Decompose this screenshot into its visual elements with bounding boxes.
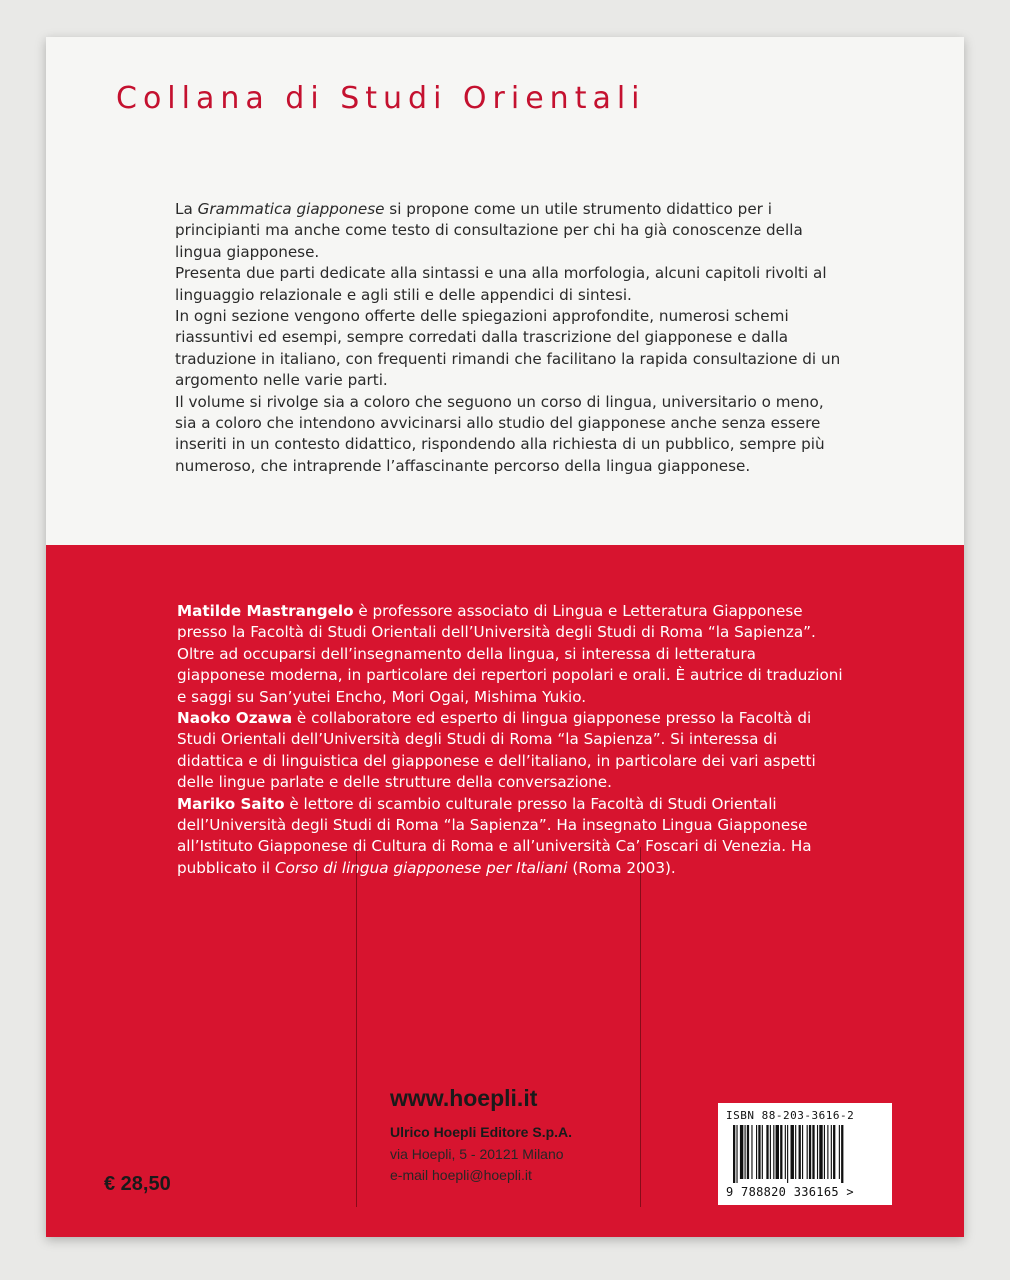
author-bio: [177, 601, 847, 708]
isbn-number: ISBN 88-203-3616-2: [726, 1109, 855, 1122]
ean-digits: 9 788820 336165 >: [726, 1185, 854, 1199]
author-name: Mariko Saito: [177, 794, 285, 813]
author-bio-text: è lettore di scambio culturale presso la Facoltà di Studi Orientali dell’Università degli Studi di Roma “la Sapienza”. Ha insegnato Lingua Giapponese all’Istituto Giapponese di Cultura di Roma e all’università Ca’ Foscari di Venezia. Ha pubblicato il: [177, 794, 812, 877]
book-title-italic: Grammatica giapponese: [197, 200, 385, 218]
author-name: Matilde Mastrangelo: [177, 602, 354, 620]
barcode-icon: [730, 1125, 880, 1183]
publisher-name: Ulrico Hoepli Editore S.p.A.: [390, 1124, 573, 1140]
description-paragraph-2: Presenta due parti dedicate alla sintassi e una alla morfologia, alcuni capitoli rivolti al linguaggio relazionale e agli stili e delle appendici di sintesi.: [175, 264, 827, 304]
book-description: [175, 199, 845, 477]
author-bios: [177, 601, 847, 879]
book-back-cover: [46, 37, 964, 1237]
author-bio: [177, 708, 847, 794]
barcode-label: [718, 1103, 892, 1205]
author-bio-text: è professore associato di Lingua e Letteratura Giapponese presso la Facoltà di Studi Orientali dell’Università degli Studi di Roma “la Sapienza”. Oltre ad occuparsi dell’insegnamento della lingua, si interessa di letteratura giapponese moderna, in particolare dei repertori popolari e orali. È autrice di traduzioni e saggi su San’yutei Encho, Mori Ogai, Mishima Yukio.: [177, 602, 843, 706]
description-paragraph-4: Il volume si rivolge sia a coloro che seguono un corso di lingua, universitario o meno, sia a coloro che intendono avvicinarsi allo studio del giapponese anche senza essere inseriti in un contesto didattico, rispondendo alla richiesta di un pubblico, sempre più numeroso, che intraprende l’affascinante percorso della lingua giapponese.: [175, 392, 825, 475]
description-paragraph-1: [175, 199, 845, 263]
divider-line: [356, 847, 357, 1207]
description-text: La: [175, 200, 198, 218]
publisher-info: [390, 1085, 630, 1188]
publisher-email: e-mail hoepli@hoepli.it: [390, 1167, 532, 1183]
price-label: € 28,50: [104, 1173, 171, 1195]
divider-line: [640, 847, 641, 1207]
book-title-italic: Corso di lingua giapponese per Italiani: [275, 858, 568, 877]
author-bio: [177, 794, 847, 880]
description-text: si propone come un utile strumento didattico per i principianti ma anche come testo di consultazione per chi ha già conoscenze della lingua giapponese.: [175, 200, 803, 261]
author-bio-text: è collaboratore ed esperto di lingua giapponese presso la Facoltà di Studi Orientali dell’Università degli Studi di Roma “la Sapienza”. Si interessa di didattica e di linguistica del giapponese e dell’italiano, in particolare dei vari aspetti delle lingue parlate e delle strutture della conversazione.: [177, 709, 816, 792]
author-name: Naoko Ozawa: [177, 709, 293, 728]
series-title: Collana di Studi Orientali: [116, 81, 646, 116]
publisher-url: www.hoepli.it: [390, 1085, 538, 1111]
publisher-address: via Hoepli, 5 - 20121 Milano: [390, 1146, 564, 1162]
red-panel: [46, 545, 964, 1237]
description-paragraph-3: In ogni sezione vengono offerte delle spiegazioni approfondite, numerosi schemi riassuntivi ed esempi, sempre corredati dalla trascrizione del giapponese e dalla traduzione in italiano, con frequenti rimandi che facilitano la rapida consultazione di un argomento nelle varie parti.: [175, 307, 841, 390]
author-bio-text: (Roma 2003).: [567, 858, 676, 877]
